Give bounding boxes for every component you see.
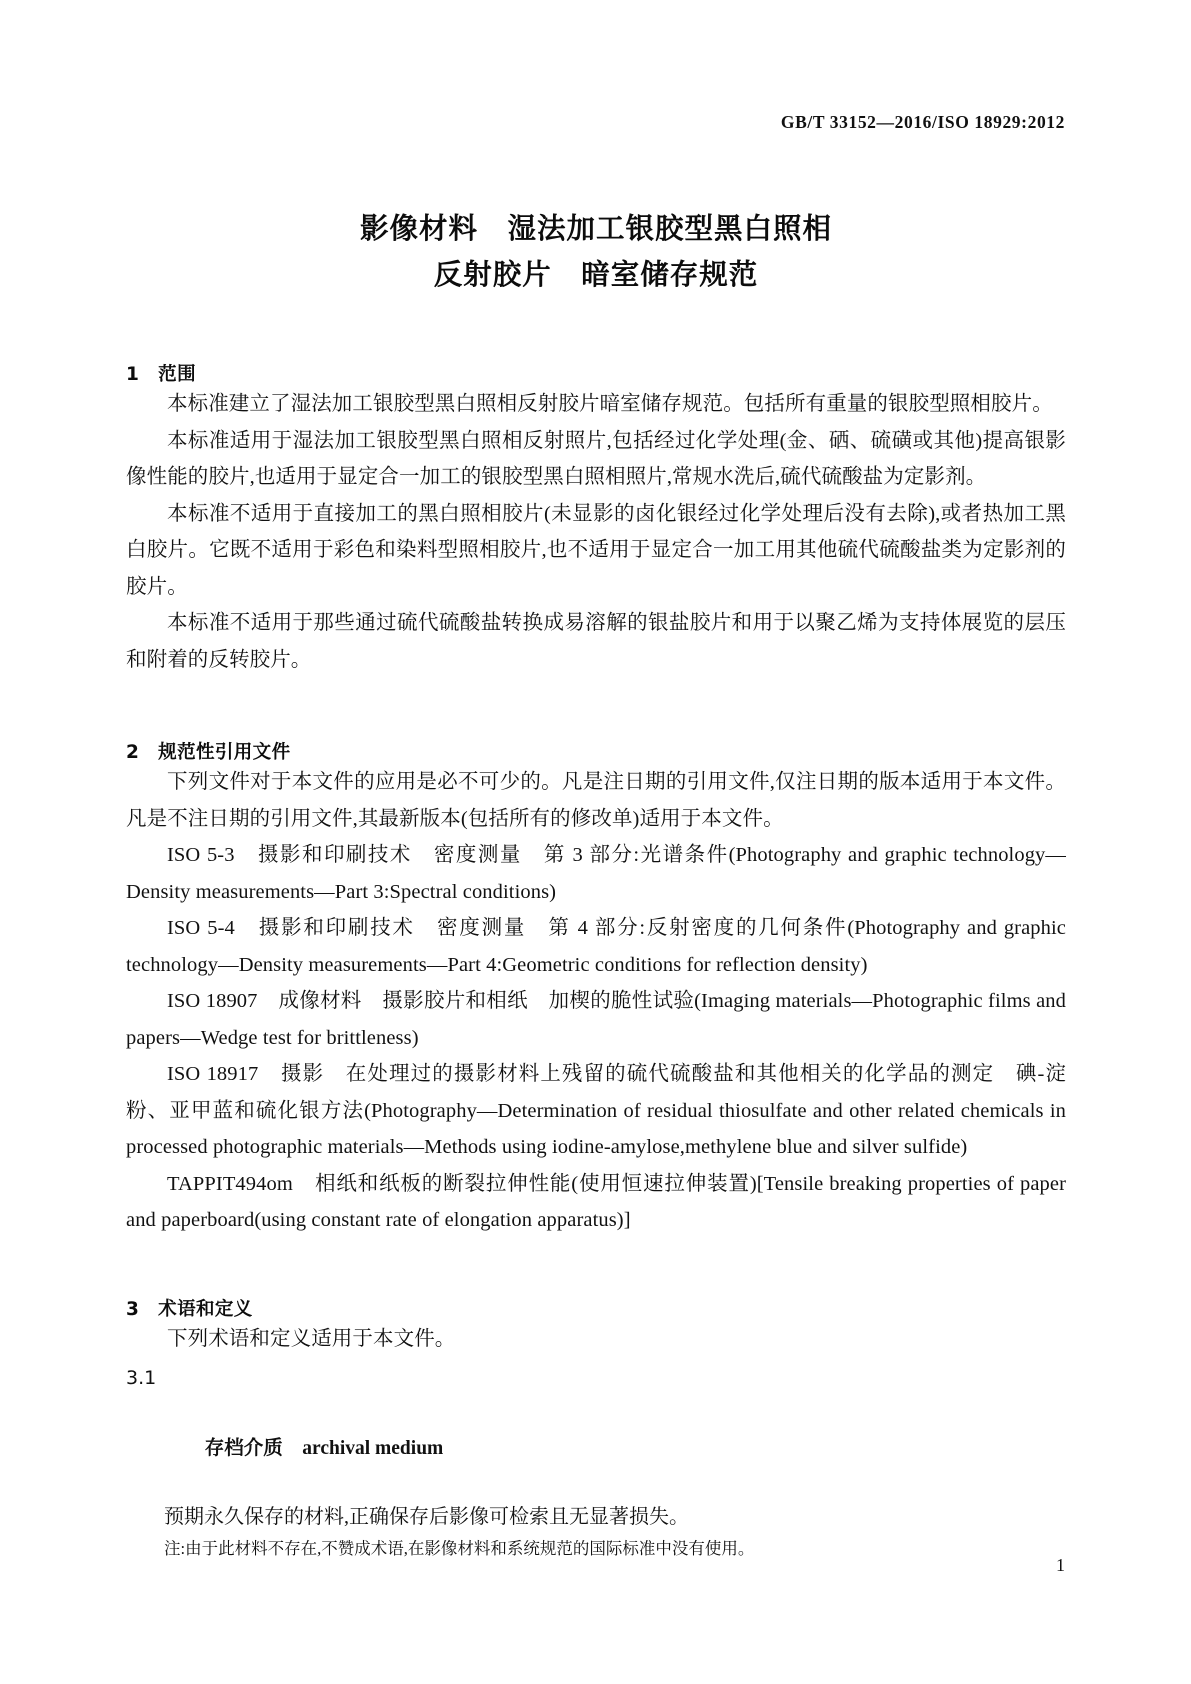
clause-heading-terms-and-definitions: 3 术语和定义 bbox=[126, 1298, 253, 1320]
clause-heading-normative-references: 2 规范性引用文件 bbox=[126, 742, 291, 763]
term-entry-heading bbox=[126, 1397, 1066, 1500]
normative-reference-item: ISO 5-4 摄影和印刷技术 密度测量 第 4 部分:反射密度的几何条件(Photography and graphic technology—Density measurements—Part 4:Geometric conditions for reflection density) bbox=[126, 917, 1066, 976]
scope-paragraph-2: 本标准适用于湿法加工银胶型黑白照相反射照片,包括经过化学处理(金、硒、硫磺或其他)提高银影像性能的胶片,也适用于显定合一加工的银胶型黑白照相照片,常规水洗后,硫代硫酸盐为定影剂。 bbox=[126, 429, 1066, 488]
scope-paragraph-3: 本标准不适用于直接加工的黑白照相胶片(未显影的卤化银经过化学处理后没有去除),或者热加工黑白胶片。它既不适用于彩色和染料型照相胶片,也不适用于显定合一加工用其他硫代硫酸盐类为定影剂的胶片。 bbox=[126, 502, 1066, 598]
page-number: 1 bbox=[1056, 1555, 1065, 1575]
terms-intro: 下列术语和定义适用于本文件。 bbox=[167, 1327, 456, 1350]
normative-reference-item: TAPPIT494om 相纸和纸板的断裂拉伸性能(使用恒速拉伸装置)[Tensile breaking properties of paper and paperboard(using constant rate of elongation apparatus)] bbox=[126, 1172, 1066, 1231]
clause-heading-scope: 1 范围 bbox=[126, 364, 196, 385]
term-definition-text: 预期永久保存的材料,正确保存后影像可检索且无显著损失。 bbox=[164, 1506, 689, 1528]
normative-reference-item: ISO 5-3 摄影和印刷技术 密度测量 第 3 部分:光谱条件(Photography and graphic technology—Density measurements—Part 3:Spectral conditions) bbox=[126, 844, 1066, 903]
term-label-en: archival medium bbox=[302, 1438, 444, 1459]
document-body bbox=[126, 196, 1066, 1564]
term-label-cn: 存档介质 bbox=[204, 1436, 283, 1459]
term-note-text: 注:由于此材料不存在,不赞成术语,在影像材料和系统规范的国际标准中没有使用。 bbox=[164, 1539, 755, 1558]
page-title-line-1: 影像材料 湿法加工银胶型黑白照相 bbox=[359, 212, 832, 245]
running-header-standard-ref: GB/T 33152—2016/ISO 18929:2012 bbox=[780, 112, 1065, 132]
normative-reference-item: ISO 18907 成像材料 摄影胶片和相纸 加楔的脆性试验(Imaging materials—Photographic films and papers—Wedge test for brittleness) bbox=[126, 990, 1066, 1049]
normative-reference-item: ISO 18917 摄影 在处理过的摄影材料上残留的硫代硫酸盐和其他相关的化学品的测定 碘-淀粉、亚甲蓝和硫化银方法(Photography—Determination of residual thiosulfate and other related chemicals in processed photographic materials—Methods using iodine-amylose,methylene blue and silver sulfide) bbox=[126, 1063, 1066, 1158]
page-title bbox=[126, 196, 1066, 298]
scope-paragraph-1: 本标准建立了湿法加工银胶型黑白照相反射胶片暗室储存规范。包括所有重量的银胶型照相胶片。 bbox=[167, 393, 1053, 415]
scope-paragraph-4: 本标准不适用于那些通过硫代硫酸盐转换成易溶解的银盐胶片和用于以聚乙烯为支持体展览的层压和附着的反转胶片。 bbox=[126, 612, 1066, 671]
subclause-number-3-1: 3.1 bbox=[126, 1367, 157, 1389]
normative-references-intro: 下列文件对于本文件的应用是必不可少的。凡是注日期的引用文件,仅注日期的版本适用于本文件。凡是不注日期的引用文件,其最新版本(包括所有的修改单)适用于本文件。 bbox=[126, 771, 1066, 830]
page-title-line-2: 反射胶片 暗室储存规范 bbox=[433, 258, 759, 291]
